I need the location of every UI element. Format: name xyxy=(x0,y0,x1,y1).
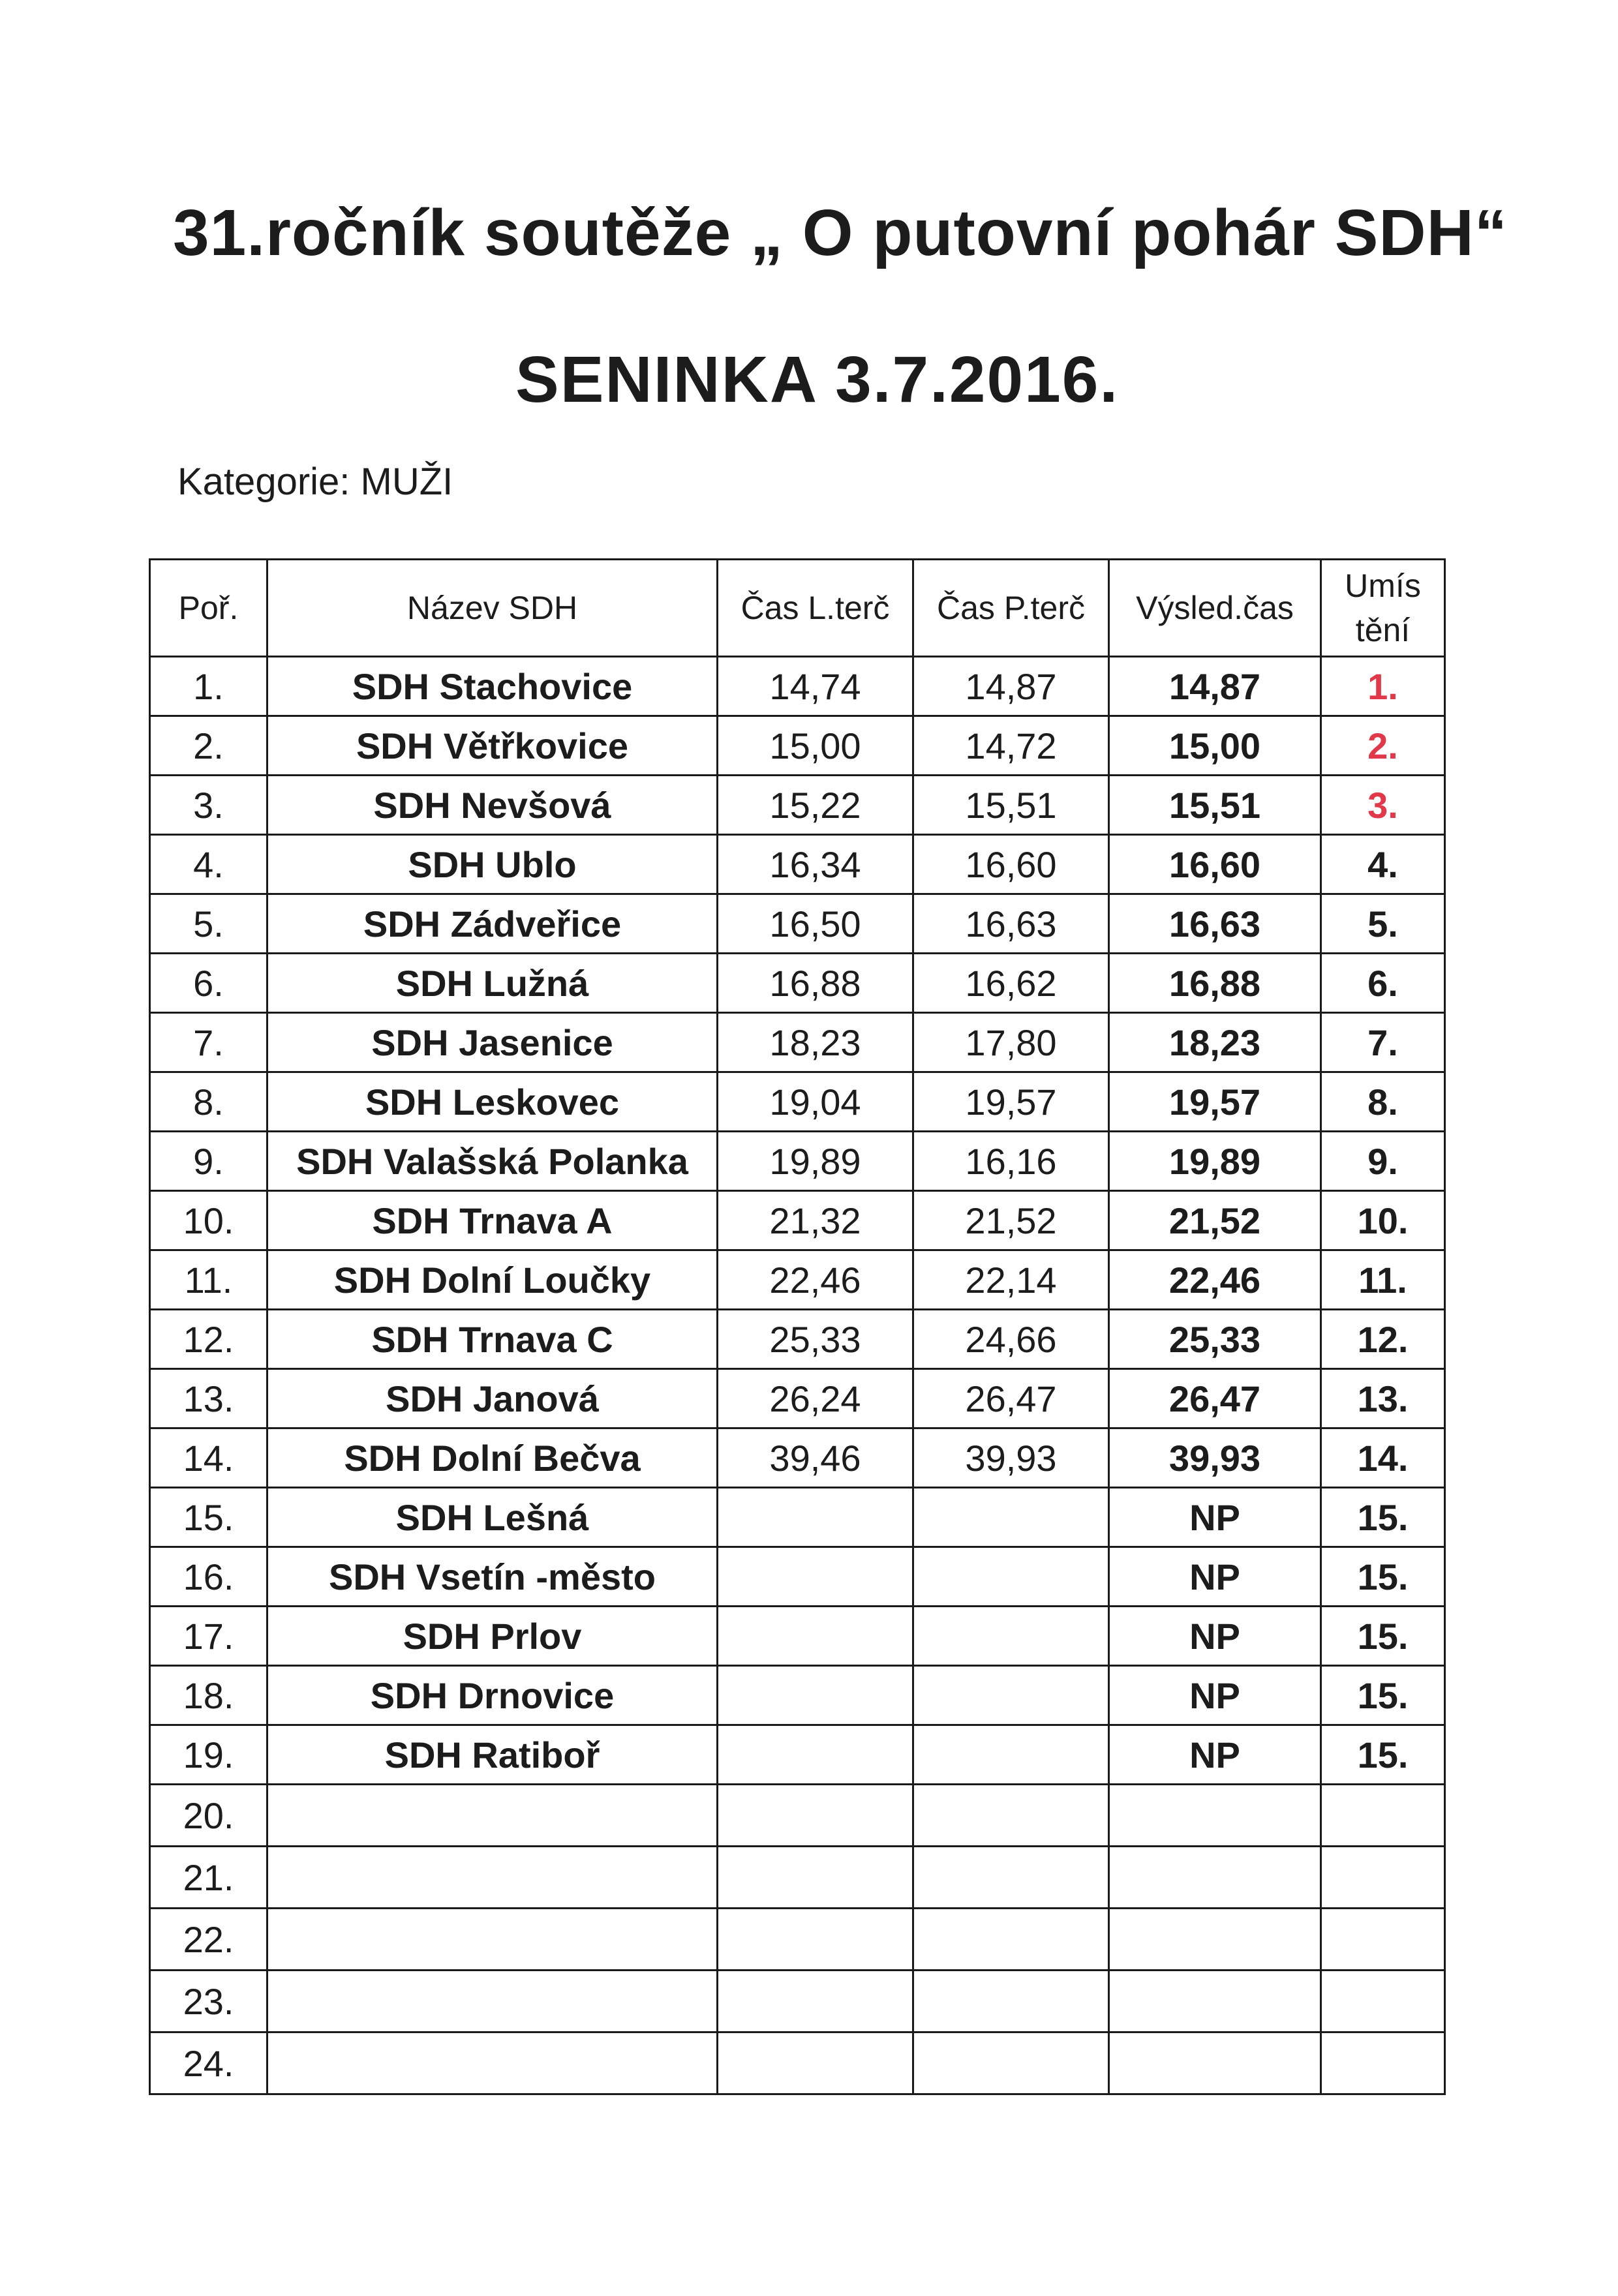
left-target-time-cell: 21,32 xyxy=(718,1191,913,1250)
column-header-order: Poř. xyxy=(150,560,267,657)
result-time-cell: 19,57 xyxy=(1109,1072,1321,1132)
placement-cell: 9. xyxy=(1321,1132,1445,1191)
placement-cell: 3. xyxy=(1321,776,1445,835)
result-time-cell: 15,51 xyxy=(1109,776,1321,835)
table-row xyxy=(150,1428,1445,1488)
right-target-time-cell: 14,87 xyxy=(913,657,1109,716)
placement-cell: 10. xyxy=(1321,1191,1445,1250)
document-title: 31.ročník soutěže „ O putovní pohár SDH“ xyxy=(173,196,1508,269)
left-target-time-cell: 14,74 xyxy=(718,657,913,716)
result-time-cell xyxy=(1109,1971,1321,2032)
order-cell: 19. xyxy=(150,1725,267,1785)
team-name-cell: SDH Dolní Bečva xyxy=(267,1428,718,1488)
right-target-time-cell xyxy=(913,1607,1109,1666)
team-name-cell: SDH Trnava A xyxy=(267,1191,718,1250)
result-time-cell: NP xyxy=(1109,1666,1321,1725)
results-body xyxy=(150,657,1445,2094)
team-name-cell xyxy=(267,1785,718,1847)
placement-cell xyxy=(1321,1971,1445,2032)
right-target-time-cell: 16,63 xyxy=(913,894,1109,954)
right-target-time-cell: 17,80 xyxy=(913,1013,1109,1072)
order-cell: 20. xyxy=(150,1785,267,1847)
column-header-placement xyxy=(1321,560,1445,657)
team-name-cell xyxy=(267,2032,718,2094)
right-target-time-cell: 16,60 xyxy=(913,835,1109,894)
table-row xyxy=(150,894,1445,954)
result-time-cell: 25,33 xyxy=(1109,1310,1321,1369)
left-target-time-cell: 22,46 xyxy=(718,1250,913,1310)
placement-cell: 15. xyxy=(1321,1666,1445,1725)
placement-cell xyxy=(1321,2032,1445,2094)
order-cell: 8. xyxy=(150,1072,267,1132)
team-name-cell: SDH Lešná xyxy=(267,1488,718,1547)
column-header-right-target-time: Čas P.terč xyxy=(913,560,1109,657)
right-target-time-cell xyxy=(913,1909,1109,1971)
table-row xyxy=(150,1250,1445,1310)
order-cell: 21. xyxy=(150,1847,267,1909)
team-name-cell: SDH Zádveřice xyxy=(267,894,718,954)
right-target-time-cell xyxy=(913,1971,1109,2032)
right-target-time-cell xyxy=(913,1785,1109,1847)
order-cell: 3. xyxy=(150,776,267,835)
table-row xyxy=(150,1725,1445,1785)
table-row xyxy=(150,1072,1445,1132)
placement-cell: 1. xyxy=(1321,657,1445,716)
result-time-cell: 15,00 xyxy=(1109,716,1321,776)
order-cell: 6. xyxy=(150,954,267,1013)
left-target-time-cell: 25,33 xyxy=(718,1310,913,1369)
right-target-time-cell: 14,72 xyxy=(913,716,1109,776)
placement-cell xyxy=(1321,1847,1445,1909)
result-time-cell: NP xyxy=(1109,1547,1321,1607)
right-target-time-cell: 26,47 xyxy=(913,1369,1109,1428)
right-target-time-cell: 15,51 xyxy=(913,776,1109,835)
team-name-cell: SDH Lužná xyxy=(267,954,718,1013)
result-time-cell: 22,46 xyxy=(1109,1250,1321,1310)
left-target-time-cell xyxy=(718,1607,913,1666)
left-target-time-cell xyxy=(718,1847,913,1909)
order-cell: 4. xyxy=(150,835,267,894)
results-table xyxy=(149,558,1446,2095)
order-cell: 24. xyxy=(150,2032,267,2094)
team-name-cell: SDH Leskovec xyxy=(267,1072,718,1132)
team-name-cell: SDH Dolní Loučky xyxy=(267,1250,718,1310)
right-target-time-cell xyxy=(913,2032,1109,2094)
table-row xyxy=(150,1369,1445,1428)
result-time-cell: 26,47 xyxy=(1109,1369,1321,1428)
right-target-time-cell: 22,14 xyxy=(913,1250,1109,1310)
order-cell: 9. xyxy=(150,1132,267,1191)
order-cell: 5. xyxy=(150,894,267,954)
team-name-cell: SDH Janová xyxy=(267,1369,718,1428)
left-target-time-cell xyxy=(718,1971,913,2032)
left-target-time-cell xyxy=(718,1909,913,1971)
order-cell: 2. xyxy=(150,716,267,776)
team-name-cell: SDH Stachovice xyxy=(267,657,718,716)
left-target-time-cell xyxy=(718,1785,913,1847)
team-name-cell: SDH Ublo xyxy=(267,835,718,894)
placement-cell: 2. xyxy=(1321,716,1445,776)
table-row xyxy=(150,1013,1445,1072)
table-row xyxy=(150,954,1445,1013)
result-time-cell: 16,60 xyxy=(1109,835,1321,894)
placement-cell: 11. xyxy=(1321,1250,1445,1310)
table-row xyxy=(150,1310,1445,1369)
left-target-time-cell xyxy=(718,1547,913,1607)
right-target-time-cell: 24,66 xyxy=(913,1310,1109,1369)
result-time-cell: 39,93 xyxy=(1109,1428,1321,1488)
result-time-cell xyxy=(1109,2032,1321,2094)
order-cell: 22. xyxy=(150,1909,267,1971)
team-name-cell: SDH Větřkovice xyxy=(267,716,718,776)
table-row xyxy=(150,1132,1445,1191)
column-header-result-time: Výsled.čas xyxy=(1109,560,1321,657)
table-row xyxy=(150,1909,1445,1971)
result-time-cell: 14,87 xyxy=(1109,657,1321,716)
placement-cell xyxy=(1321,1785,1445,1847)
table-row xyxy=(150,716,1445,776)
result-time-cell: NP xyxy=(1109,1607,1321,1666)
team-name-cell: SDH Prlov xyxy=(267,1607,718,1666)
left-target-time-cell xyxy=(718,1666,913,1725)
table-row xyxy=(150,1488,1445,1547)
order-cell: 10. xyxy=(150,1191,267,1250)
result-time-cell xyxy=(1109,1909,1321,1971)
result-time-cell: 19,89 xyxy=(1109,1132,1321,1191)
left-target-time-cell: 26,24 xyxy=(718,1369,913,1428)
team-name-cell: SDH Drnovice xyxy=(267,1666,718,1725)
placement-cell: 13. xyxy=(1321,1369,1445,1428)
placement-header-line2: tění xyxy=(1355,612,1411,648)
result-time-cell: NP xyxy=(1109,1488,1321,1547)
left-target-time-cell: 19,89 xyxy=(718,1132,913,1191)
order-cell: 23. xyxy=(150,1971,267,2032)
placement-cell: 15. xyxy=(1321,1488,1445,1547)
result-time-cell xyxy=(1109,1847,1321,1909)
right-target-time-cell xyxy=(913,1666,1109,1725)
team-name-cell: SDH Trnava C xyxy=(267,1310,718,1369)
left-target-time-cell: 39,46 xyxy=(718,1428,913,1488)
event-place-date: SENINKA 3.7.2016. xyxy=(515,343,1120,416)
result-time-cell xyxy=(1109,1785,1321,1847)
left-target-time-cell: 16,50 xyxy=(718,894,913,954)
team-name-cell: SDH Ratiboř xyxy=(267,1725,718,1785)
result-time-cell: 16,88 xyxy=(1109,954,1321,1013)
order-cell: 14. xyxy=(150,1428,267,1488)
column-header-left-target-time: Čas L.terč xyxy=(718,560,913,657)
right-target-time-cell: 16,16 xyxy=(913,1132,1109,1191)
table-row xyxy=(150,835,1445,894)
placement-cell: 15. xyxy=(1321,1547,1445,1607)
order-cell: 12. xyxy=(150,1310,267,1369)
left-target-time-cell: 19,04 xyxy=(718,1072,913,1132)
order-cell: 11. xyxy=(150,1250,267,1310)
right-target-time-cell xyxy=(913,1488,1109,1547)
table-row xyxy=(150,2032,1445,2094)
result-time-cell: 21,52 xyxy=(1109,1191,1321,1250)
left-target-time-cell xyxy=(718,1725,913,1785)
team-name-cell: SDH Jasenice xyxy=(267,1013,718,1072)
team-name-cell xyxy=(267,1847,718,1909)
order-cell: 16. xyxy=(150,1547,267,1607)
order-cell: 1. xyxy=(150,657,267,716)
table-row xyxy=(150,776,1445,835)
placement-cell: 12. xyxy=(1321,1310,1445,1369)
table-row xyxy=(150,1785,1445,1847)
placement-header-line1: Umís xyxy=(1345,567,1421,604)
placement-cell: 14. xyxy=(1321,1428,1445,1488)
result-time-cell: 18,23 xyxy=(1109,1013,1321,1072)
right-target-time-cell: 21,52 xyxy=(913,1191,1109,1250)
table-row xyxy=(150,1847,1445,1909)
order-cell: 7. xyxy=(150,1013,267,1072)
table-row xyxy=(150,1607,1445,1666)
order-cell: 13. xyxy=(150,1369,267,1428)
placement-cell: 15. xyxy=(1321,1725,1445,1785)
left-target-time-cell: 15,00 xyxy=(718,716,913,776)
left-target-time-cell xyxy=(718,1488,913,1547)
team-name-cell: SDH Valašská Polanka xyxy=(267,1132,718,1191)
category-label: Kategorie: MUŽI xyxy=(177,461,453,503)
result-time-cell: NP xyxy=(1109,1725,1321,1785)
right-target-time-cell: 16,62 xyxy=(913,954,1109,1013)
team-name-cell xyxy=(267,1971,718,2032)
table-row xyxy=(150,1971,1445,2032)
table-row xyxy=(150,1666,1445,1725)
placement-cell: 4. xyxy=(1321,835,1445,894)
left-target-time-cell xyxy=(718,2032,913,2094)
team-name-cell: SDH Nevšová xyxy=(267,776,718,835)
left-target-time-cell: 15,22 xyxy=(718,776,913,835)
team-name-cell: SDH Vsetín -město xyxy=(267,1547,718,1607)
order-cell: 18. xyxy=(150,1666,267,1725)
right-target-time-cell: 39,93 xyxy=(913,1428,1109,1488)
right-target-time-cell xyxy=(913,1847,1109,1909)
team-name-cell xyxy=(267,1909,718,1971)
left-target-time-cell: 18,23 xyxy=(718,1013,913,1072)
placement-cell: 15. xyxy=(1321,1607,1445,1666)
placement-cell: 5. xyxy=(1321,894,1445,954)
placement-cell xyxy=(1321,1909,1445,1971)
column-header-team-name: Název SDH xyxy=(267,560,718,657)
table-row xyxy=(150,1547,1445,1607)
table-header-row xyxy=(150,560,1445,657)
placement-cell: 8. xyxy=(1321,1072,1445,1132)
placement-cell: 6. xyxy=(1321,954,1445,1013)
right-target-time-cell xyxy=(913,1547,1109,1607)
order-cell: 15. xyxy=(150,1488,267,1547)
order-cell: 17. xyxy=(150,1607,267,1666)
left-target-time-cell: 16,88 xyxy=(718,954,913,1013)
placement-cell: 7. xyxy=(1321,1013,1445,1072)
result-time-cell: 16,63 xyxy=(1109,894,1321,954)
table-row xyxy=(150,657,1445,716)
right-target-time-cell: 19,57 xyxy=(913,1072,1109,1132)
left-target-time-cell: 16,34 xyxy=(718,835,913,894)
table-row xyxy=(150,1191,1445,1250)
right-target-time-cell xyxy=(913,1725,1109,1785)
